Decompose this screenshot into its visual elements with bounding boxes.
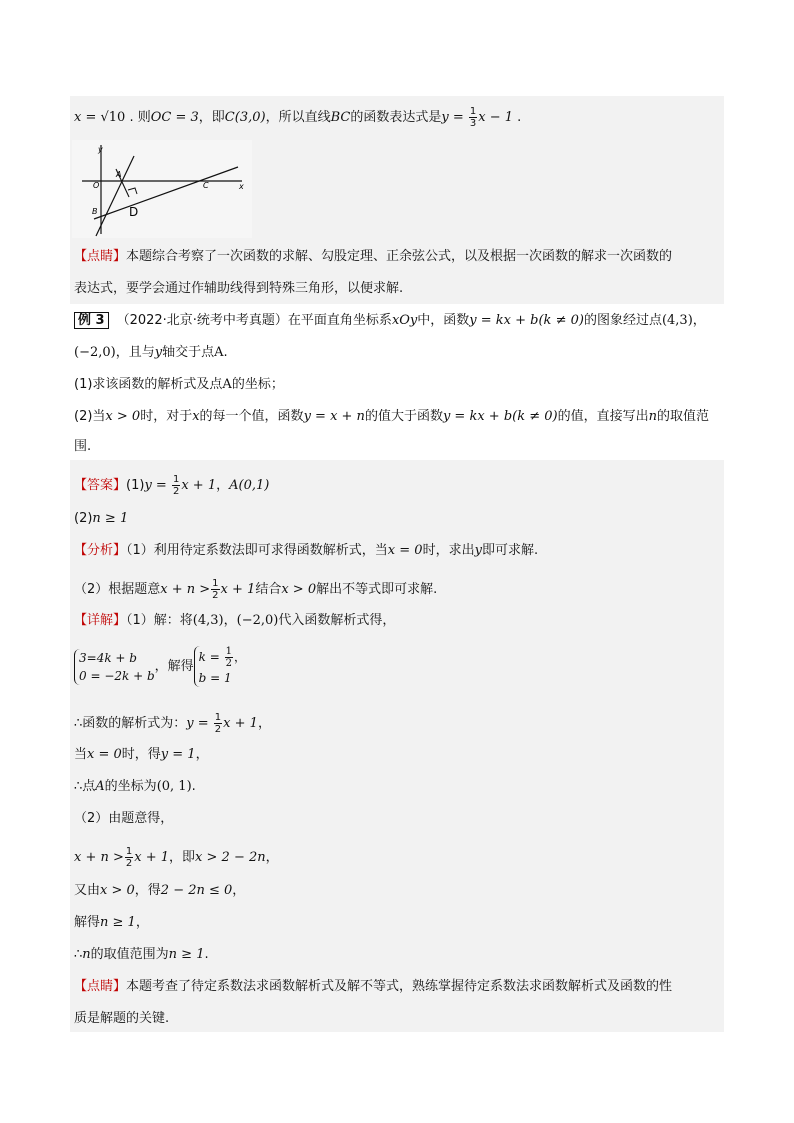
example-question-line-1: 例 3 （2022·北京·统考中考真题）在平面直角坐标系xOy中，函数y = kx + b(k ≠ 0)的图象经过点(4,3)， — [74, 312, 706, 330]
comment-line-2: 质是解题的关键. — [74, 1011, 170, 1026]
point-b-label: B — [92, 207, 98, 216]
detail-line-10: ∴n的取值范围为n ≥ 1. — [74, 947, 209, 962]
answer-line-2: (2)n ≥ 1 — [74, 511, 129, 526]
fraction-one-third: $\frac{1}{3}$ — [469, 106, 477, 129]
equation-system: 3=4k + b 0 = −2k + b — [74, 649, 155, 685]
detail-line-5: ∴点A的坐标为(0, 1). — [74, 779, 196, 794]
y-axis-label: y — [98, 145, 103, 154]
prev-conclusion-line: x = √10 . 则OC = 3，即C(3,0)，所以直线BC的函数表达式是y = $\frac{1}{3}$ x − 1 . — [74, 106, 522, 129]
detail-line-3: ∴函数的解析式为：y = $\frac{1}{2}$ x + 1， — [74, 712, 271, 735]
detail-line-6: （2）由题意得， — [74, 811, 174, 826]
analysis-line-1: 【分析】（1）利用待定系数法即可求得函数解析式，当x = 0时，求出y即可求解. — [74, 543, 539, 558]
detail-line-7: x + n > $\frac{1}{2}$ x + 1，即x > 2 − 2n， — [74, 846, 279, 869]
example-part-1: (1)求该函数的解析式及点A的坐标； — [74, 377, 284, 392]
detail-line-8: 又由x > 0，得2 − 2n ≤ 0， — [74, 883, 246, 898]
x-axis-label: x — [239, 182, 244, 191]
solution-system: k = $\frac{1}{2}$ ， b = 1 — [194, 646, 246, 687]
example-part-2-cont: 围. — [74, 439, 92, 454]
prev-comment-line-2: 表达式，要学会通过作辅助线得到特殊三角形，以便求解. — [74, 281, 404, 296]
detail-line-4: 当x = 0时，得y = 1， — [74, 747, 209, 762]
comment-line-1: 【点睛】本题考查了待定系数法求函数解析式及解不等式，熟练掌握待定系数法求函数解析式及函数的性 — [74, 979, 673, 994]
prev-comment-line-1: 【点睛】本题综合考察了一次函数的求解、勾股定理、正余弦公式，以及根据一次函数的解求一次函数的 — [74, 249, 673, 264]
example-part-2: (2)当x > 0时，对于x的每一个值，函数y = x + n的值大于函数y = kx + b(k ≠ 0)的值，直接写出n的取值范 — [74, 409, 709, 424]
geometry-figure — [72, 140, 252, 238]
point-c-label: C — [203, 181, 209, 190]
detail-system-line: 3=4k + b 0 = −2k + b ，解得 k = $\frac{1}{2}$ ， b = 1 — [74, 646, 246, 687]
point-a-label: A — [116, 170, 122, 179]
example-question-line-2: (−2,0)，且与y轴交于点A. — [74, 345, 228, 360]
answer-line-1: 【答案】(1)y = $\frac{1}{2}$ x + 1，A(0,1) — [74, 474, 270, 497]
fraction-one-half: $\frac{1}{2}$ — [172, 474, 180, 497]
coordinate-diagram — [72, 140, 252, 238]
detail-line-9: 解得n ≥ 1， — [74, 915, 149, 930]
point-o-label: O — [93, 181, 100, 190]
analysis-line-2: （2）根据题意x + n > $\frac{1}{2}$ x + 1结合x > 0解出不等式即可求解. — [74, 578, 438, 601]
detail-line-1: 【详解】（1）解：将(4,3)，(−2,0)代入函数解析式得， — [74, 613, 396, 628]
example-label: 例 3 — [74, 312, 109, 329]
point-d-label: D — [129, 205, 139, 219]
